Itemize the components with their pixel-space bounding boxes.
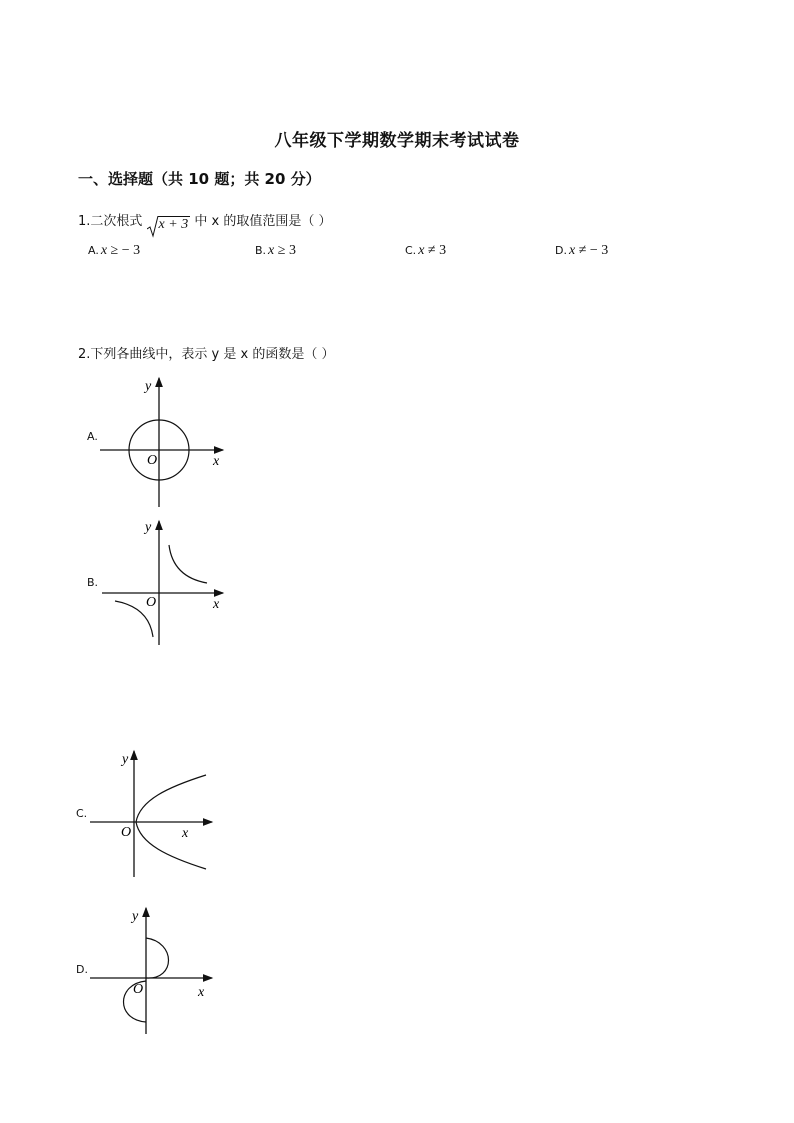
section-heading: 一、选择题（共 10 题；共 20 分） <box>78 170 321 188</box>
q2-option-c-graph[interactable] <box>88 745 228 885</box>
question-2-stem: 2.下列各曲线中，表示 y 是 x 的函数是（ ） <box>78 347 335 362</box>
semicircle-upper <box>146 938 169 978</box>
origin-label: O <box>121 825 132 840</box>
y-axis-label: y <box>122 752 129 767</box>
radical-expression <box>147 217 191 233</box>
q2-option-b-label[interactable]: B. <box>87 576 99 589</box>
q2-option-c-label[interactable]: C. <box>76 807 88 820</box>
q1-suffix: 中 x 的取值范围是（ ） <box>194 214 332 229</box>
y-axis-label: y <box>145 520 152 535</box>
radical-sign-icon <box>147 216 159 238</box>
q2-option-b-graph[interactable] <box>95 515 235 655</box>
x-axis-label: x <box>213 454 220 469</box>
y-axis-label: y <box>145 379 152 394</box>
origin-label: O <box>147 453 158 468</box>
origin-label: O <box>146 595 157 610</box>
q2-option-d-label[interactable]: D. <box>76 963 88 976</box>
x-axis-label: x <box>182 826 189 841</box>
q1-option-c[interactable]: C. x ≠ 3 <box>405 243 447 258</box>
q2-option-d-graph[interactable] <box>88 902 228 1042</box>
x-axis-label: x <box>213 597 220 612</box>
q1-option-d[interactable]: D. x ≠ − 3 <box>555 243 609 258</box>
x-axis-label: x <box>198 985 205 1000</box>
q1-option-b[interactable]: B. x ≥ 3 <box>255 243 296 258</box>
q1-prefix: 1.二次根式 <box>78 214 143 229</box>
origin-label: O <box>133 982 144 997</box>
q2-option-a-label[interactable]: A. <box>87 430 98 443</box>
hyperbola-branch-upper <box>169 545 207 583</box>
q1-option-a[interactable]: A. x ≥ − 3 <box>88 243 141 258</box>
page-title: 八年级下学期数学期末考试试卷 <box>274 131 520 151</box>
question-1-stem <box>78 210 331 233</box>
y-axis-label: y <box>132 909 139 924</box>
q2-option-a-graph[interactable] <box>95 372 235 512</box>
radicand: x + 3 <box>158 217 189 232</box>
